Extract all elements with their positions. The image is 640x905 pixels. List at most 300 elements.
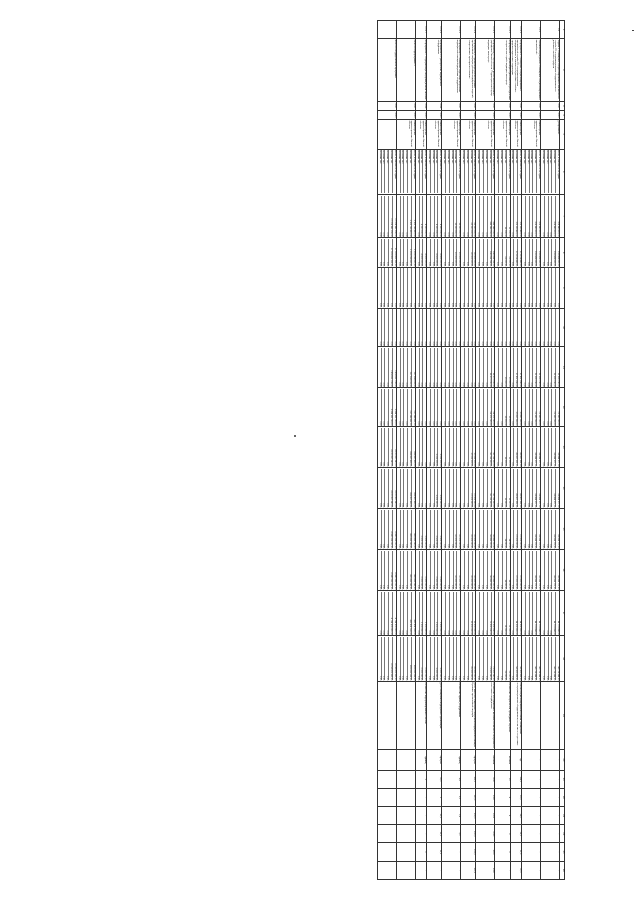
amount-column-1: [510, 195, 521, 238]
amount-value: 0,00: [378, 341, 381, 346]
amount-subcolumn-6: [442, 636, 461, 682]
amount-value: 0,00: [548, 592, 552, 635]
amount-value: 54 302 826,00: [517, 592, 521, 635]
amount-value: 0,00: [532, 309, 536, 345]
table-row: [396, 21, 415, 880]
amount-value: 2 000 000,00: [419, 510, 423, 549]
indicator-value: 2,9: [442, 807, 461, 825]
amount-value: 0,00: [511, 341, 514, 346]
amount-value: 4 714 605 915,00: [388, 592, 392, 635]
amount-value: 0,00: [522, 302, 525, 308]
amount-value: 0,00: [462, 503, 465, 508]
amount-value: 54 302 826,00: [513, 637, 517, 680]
amount-subcolumn-5: [541, 549, 560, 590]
amount-value: 0,00: [525, 348, 529, 387]
amount-value: 0,00: [378, 382, 381, 387]
amount-value: 21 180 796,00: [551, 389, 555, 425]
amount-value: 0,00: [548, 239, 552, 266]
amount-value: 0,00: [525, 389, 529, 425]
amount-value: 0,00: [541, 261, 544, 267]
indicator-value: 11,1: [427, 825, 442, 843]
amount-value: 2 000 000,00: [419, 637, 423, 680]
amount-value: 3 854 111 789,00: [388, 348, 392, 387]
indicator-value: человек: [495, 750, 510, 770]
indicator-value: [396, 807, 415, 825]
amount-value: 0,00: [392, 309, 396, 345]
amount-value: 0,00: [544, 592, 548, 635]
amount-value: 0,00: [416, 261, 419, 267]
amount-value: 0,00: [525, 592, 529, 635]
indicator-value: 20: [495, 770, 510, 788]
amount-value: 0,00: [525, 239, 529, 266]
amount-value: 0,00: [511, 676, 514, 681]
amount-value: 0,00: [522, 462, 525, 467]
amount-value: 11 000,00: [506, 469, 510, 508]
indicator-value: [396, 788, 415, 806]
amount-subcolumn-2: [415, 308, 426, 347]
amount-value: 0,00: [449, 239, 453, 266]
amount-subcolumn-3: [461, 388, 476, 427]
amount-value: 0,00: [427, 302, 430, 308]
indicator-value: 3,0: [442, 788, 461, 806]
amount-value: 0,00: [456, 389, 460, 425]
amount-value: 69 599 772,00: [551, 551, 555, 590]
amount-value: 1 303 786 810,00: [407, 239, 411, 266]
funding-sources: [415, 149, 426, 195]
amount-value: 433 831 518,00: [407, 637, 411, 680]
executor: Министерство здравоохранения Омской области: [442, 119, 461, 149]
amount-value: 0,00: [498, 239, 502, 266]
amount-subcolumn-2: [427, 308, 442, 347]
period-start: 2017: [442, 101, 461, 110]
amount-value: 25 000 000,00: [472, 592, 476, 635]
amount-value: 17 000 000,00: [472, 428, 476, 467]
amount-value: 73 502 240,00: [491, 637, 495, 680]
amount-value: 0,00: [529, 592, 533, 635]
amount-value: 0,00: [443, 341, 446, 346]
amount-value: 0,00: [541, 544, 544, 549]
amount-value: 0,00: [472, 268, 476, 307]
amount-value: 0,00: [403, 309, 407, 345]
amount-value: 94 774 994,00: [536, 592, 540, 635]
amount-subcolumn-3: [510, 388, 521, 427]
funding-source: источник №3: [525, 150, 529, 193]
amount-value: 0,00: [427, 261, 430, 267]
amount-subcolumn-1: [522, 238, 541, 268]
amount-subcolumn-3: [396, 388, 415, 427]
amount-value: 4 120 857 640,00: [388, 469, 392, 508]
amount-value: 0,00: [462, 585, 465, 590]
indicator-value: 4: [495, 788, 510, 806]
column-number: 6: [560, 149, 565, 195]
amount-value: 3 000 000,00: [434, 469, 438, 508]
amount-subcolumn-6: [510, 636, 521, 682]
amount-value: 0,00: [422, 348, 426, 387]
amount-column-6: [495, 590, 510, 636]
amount-value: 59 173 785,00: [491, 389, 495, 425]
amount-value: 4 340 316 012,00: [388, 510, 392, 549]
amount-value: 0,00: [397, 585, 400, 590]
amount-value: 0,00: [397, 462, 400, 467]
amount-value: 0,00: [456, 348, 460, 387]
amount-value: 0,00: [483, 592, 487, 635]
amount-subcolumn-6: [541, 636, 560, 682]
amount-value: 59 173 785,00: [491, 348, 495, 387]
amount-value: 17 029 891 356,00: [388, 239, 392, 266]
amount-value: 0,00: [498, 389, 502, 425]
amount-value: 0,00: [548, 268, 552, 307]
row-code: 5.3.1.5: [442, 21, 461, 39]
amount-subcolumn-4: [522, 468, 541, 509]
amount-value: 0,00: [427, 382, 430, 387]
funding-source: источник №1: [468, 150, 472, 193]
amount-column-2: [476, 267, 495, 308]
indicator-value: -: [442, 843, 461, 861]
amount-value: 209 849 663,00: [536, 196, 540, 237]
amount-value: 0,00: [479, 389, 483, 425]
amount-value: 17 857 296,00: [517, 348, 521, 387]
amount-value: 0,00: [430, 469, 434, 508]
amount-value: 20 000 000,00: [472, 510, 476, 549]
amount-value: 43 807 321,00: [517, 469, 521, 508]
amount-value: 0,00: [529, 637, 533, 680]
amount-value: 10 000 000,00: [456, 510, 460, 549]
result-indicator: Количество единиц оборудования: [442, 681, 461, 749]
result-indicator: [396, 681, 415, 749]
period-start: 2019: [415, 101, 426, 110]
amount-subcolumn-3: [427, 388, 442, 427]
amount-value: 0,00: [529, 389, 533, 425]
amount-value: 4 000 000,00: [422, 239, 426, 266]
amount-value: 0,00: [384, 637, 388, 680]
amount-value: 0,00: [468, 268, 472, 307]
amount-value: 21 000,00: [506, 637, 510, 680]
column-number: 7: [560, 195, 565, 238]
amount-value: 0,00: [506, 309, 510, 345]
amount-column-2: [442, 267, 461, 308]
indicator-value: [377, 825, 396, 843]
amount-value: 0,00: [378, 676, 381, 681]
amount-value: 0,00: [525, 469, 529, 508]
amount-value: 0,00: [397, 503, 400, 508]
amount-value: 0,00: [456, 428, 460, 467]
amount-value: 0,00: [496, 421, 499, 426]
amount-column-6: [415, 590, 426, 636]
amount-value: 73 502 240,00: [487, 592, 491, 635]
row-name: Итого по подпрограмме 5: [396, 39, 415, 102]
amount-value: 0,00: [445, 389, 449, 425]
amount-value: 0,00: [427, 421, 430, 426]
amount-value: 0,00: [479, 637, 483, 680]
indicator-value: 11,1: [427, 807, 442, 825]
amount-column-1: [415, 195, 426, 238]
period-start: 2017: [396, 101, 415, 110]
row-name: Всего по государственной программе: [377, 39, 396, 102]
amount-value: 0,00: [529, 268, 533, 307]
amount-value: 4 714 605 915,00: [392, 637, 396, 680]
amount-value: 0,00: [403, 268, 407, 307]
amount-value: 0,00: [403, 348, 407, 387]
funding-source: источник №4: [397, 150, 400, 164]
amount-value: 94 774 994,00: [532, 637, 536, 680]
amount-value: 0,00: [456, 592, 460, 635]
funding-source: источник №2: [449, 150, 453, 193]
amount-value: 0,00: [384, 309, 388, 345]
amount-value: 0,00: [468, 309, 472, 345]
amount-value: 0,00: [381, 239, 385, 266]
amount-value: 0,00: [434, 389, 438, 425]
period-start: 2017: [377, 101, 396, 110]
amount-value: 0,00: [456, 309, 460, 345]
amount-value: 0,00: [388, 309, 392, 345]
amount-column-4: [415, 427, 426, 468]
funding-source: источник №4: [378, 150, 381, 164]
amount-value: 0,00: [411, 268, 415, 307]
executor: Министерство здравоохранения Омской области: [396, 119, 415, 149]
column-number: 15: [560, 509, 565, 550]
amount-value: 0,00: [525, 510, 529, 549]
amount-column-3: [461, 347, 476, 388]
amount-subcolumn-4: [415, 468, 426, 509]
amount-value: 0,00: [445, 592, 449, 635]
amount-value: 0,00: [449, 348, 453, 387]
amount-value: 0,00: [462, 421, 465, 426]
amount-value: 0,00: [498, 551, 502, 590]
funding-source: источник №3: [462, 150, 465, 164]
amount-column-1: [427, 195, 442, 238]
amount-subcolumn-2: [476, 308, 495, 347]
funding-source: источник №1: [513, 150, 517, 193]
amount-value: 382 413 265,00: [407, 510, 411, 549]
amount-value: 94 774 994,00: [555, 592, 559, 635]
amount-value: 0,00: [378, 302, 381, 308]
amount-value: 0,00: [416, 341, 419, 346]
amount-value: 0,00: [381, 592, 385, 635]
amount-column-1: [476, 195, 495, 238]
amount-value: 62 000 000,00: [468, 196, 472, 237]
amount-value: 0,00: [434, 348, 438, 387]
indicator-value: -: [541, 750, 560, 770]
amount-value: 0,00: [430, 348, 434, 387]
amount-value: 0,00: [498, 510, 502, 549]
amount-value: 0,00: [445, 510, 449, 549]
amount-value: 0,00: [384, 348, 388, 387]
row-name: Основное мероприятие «Оснащение специализированных автомобилей»: [522, 39, 541, 102]
amount-subcolumn-1: [476, 238, 495, 268]
amount-value: 25 000 000,00: [472, 637, 476, 680]
amount-subcolumn-4: [541, 468, 560, 509]
amount-value: 0,00: [430, 592, 434, 635]
amount-value: 0,00: [400, 348, 404, 387]
funding-source: источник №2: [403, 150, 407, 193]
amount-value: 0,00: [496, 503, 499, 508]
amount-value: 0,00: [522, 585, 525, 590]
amount-value: 0,00: [445, 239, 449, 266]
amount-subcolumn-2: [396, 308, 415, 347]
amount-value: 0,00: [443, 676, 446, 681]
amount-value: 0,00: [434, 309, 438, 345]
amount-value: 0,00: [381, 428, 385, 467]
amount-value: 14 000,00: [506, 510, 510, 549]
amount-value: 21 180 796,00: [555, 389, 559, 425]
table-row: [541, 21, 560, 880]
amount-value: 0,00: [541, 302, 544, 308]
amount-value: 0,00: [378, 421, 381, 426]
amount-value: 0,00: [544, 196, 548, 237]
executor: Министерство здравоохранения Омской области: [461, 119, 476, 149]
amount-value: 17 000 000,00: [517, 551, 521, 590]
column-number: 1: [560, 21, 565, 39]
amount-column-4: [377, 427, 396, 468]
amount-subcolumn-5: [522, 549, 541, 590]
amount-value: 0,00: [430, 428, 434, 467]
amount-value: 0,00: [462, 382, 465, 387]
row-name: Мероприятие 5. Оснащение отделений экстренной медицинской помощи медицинским оборудованием: [442, 39, 461, 102]
amount-column-2: [522, 267, 541, 308]
indicator-value: [377, 770, 396, 788]
amount-value: 0,00: [445, 309, 449, 345]
amount-subcolumn-2: [541, 308, 560, 347]
amount-value: 69 599 772,00: [532, 551, 536, 590]
amount-value: 10 000 000,00: [456, 196, 460, 237]
column-number: 25: [560, 843, 565, 861]
amount-value: 0,00: [416, 302, 419, 308]
column-number: 21: [560, 770, 565, 788]
amount-value: 0,00: [462, 544, 465, 549]
amount-value: 217 584 611,00: [411, 348, 415, 387]
funding-sources: [541, 149, 560, 195]
amount-value: 0,00: [468, 348, 472, 387]
indicator-value: 100,0: [461, 825, 476, 843]
column-number: 19: [560, 681, 565, 749]
funding-source: источник №4: [541, 150, 544, 164]
amount-column-1: [495, 195, 510, 238]
amount-column-4: [396, 427, 415, 468]
funding-source: источник №3: [544, 150, 548, 193]
amount-value: 0,00: [400, 196, 404, 237]
amount-value: 1 303 786 810,00: [411, 196, 415, 237]
amount-subcolumn-6: [377, 636, 396, 682]
amount-value: 0,00: [416, 382, 419, 387]
amount-value: 2 000 000,00: [422, 551, 426, 590]
amount-value: 0,00: [551, 309, 555, 345]
amount-value: 94 774 994,00: [532, 592, 536, 635]
amount-value: 0,00: [403, 551, 407, 590]
amount-value: 0,00: [381, 510, 385, 549]
amount-value: 0,00: [445, 268, 449, 307]
amount-value: 0,00: [388, 268, 392, 307]
amount-value: 0,00: [479, 196, 483, 237]
amount-value: 0,00: [456, 268, 460, 307]
amount-subcolumn-2: [461, 308, 476, 347]
amount-value: 0,00: [400, 637, 404, 680]
row-code: 5.3.1: [522, 21, 541, 39]
amount-subcolumn-3: [377, 388, 396, 427]
indicator-value: 22,0: [510, 861, 521, 879]
amount-value: 0,00: [378, 462, 381, 467]
indicator-value: -: [541, 807, 560, 825]
amount-value: 14 000,00: [506, 551, 510, 590]
indicator-value: 7500: [476, 770, 495, 788]
amount-value: 0,00: [443, 630, 446, 635]
amount-subcolumn-1: [495, 238, 510, 268]
amount-subcolumn-2: [495, 308, 510, 347]
indicator-value: 1000: [476, 825, 495, 843]
amount-value: 0,00: [496, 462, 499, 467]
amount-value: 0,00: [529, 510, 533, 549]
funding-sources: [377, 149, 396, 195]
amount-value: 0,00: [529, 428, 533, 467]
amount-value: 0,00: [479, 348, 483, 387]
amount-value: 0,00: [498, 268, 502, 307]
result-indicator: Доля, жителей, охваченных экстренной медицинской помощью в режиме чрезвычайной ситуации: [461, 681, 476, 749]
executor: Министерство здравоохранения Омской области: [522, 119, 541, 149]
indicator-value: -: [522, 770, 541, 788]
amount-value: 382 413 265,00: [411, 551, 415, 590]
amount-value: 14 000,00: [502, 551, 506, 590]
funding-source: Всего, в том числе по годам: [506, 150, 510, 193]
amount-value: 0,00: [483, 428, 487, 467]
amount-value: 0,00: [378, 232, 381, 237]
amount-subcolumn-4: [510, 468, 521, 509]
executor: [377, 119, 396, 149]
amount-value: 0,00: [430, 510, 434, 549]
amount-subcolumn-6: [415, 636, 426, 682]
column-number: 13: [560, 427, 565, 468]
amount-value: 0,00: [479, 428, 483, 467]
amount-value: 2 000 000,00: [422, 592, 426, 635]
amount-value: 0,00: [529, 239, 533, 266]
amount-value: 0,00: [472, 389, 476, 425]
amount-value: 69 599 772,00: [536, 551, 540, 590]
amount-subcolumn-4: [377, 468, 396, 509]
funding-source: источник №1: [502, 150, 506, 193]
row-code: 5.3.1.7: [415, 21, 426, 39]
column-number: 2: [560, 39, 565, 102]
amount-value: 0,00: [397, 232, 400, 237]
amount-value: 269 957 416,00: [411, 428, 415, 467]
amount-value: 0,00: [445, 196, 449, 237]
amount-value: 0,00: [511, 382, 514, 387]
funding-source: источник №3: [400, 150, 404, 193]
amount-value: 0,00: [445, 469, 449, 508]
amount-value: 0,00: [483, 510, 487, 549]
amount-value: 0,00: [517, 268, 521, 307]
amount-value: 0,00: [479, 510, 483, 549]
amount-value: 21 180 796,00: [551, 348, 555, 387]
amount-subcolumn-5: [415, 549, 426, 590]
amount-value: 0,00: [529, 348, 533, 387]
amount-subcolumn-1: [442, 238, 461, 268]
amount-value: 0,00: [483, 551, 487, 590]
amount-value: 0,00: [416, 462, 419, 467]
amount-subcolumn-1: [461, 238, 476, 268]
amount-value: 0,00: [427, 544, 430, 549]
amount-value: 0,00: [384, 389, 388, 425]
amount-value: 69 599 772,00: [555, 510, 559, 549]
amount-value: 0,00: [541, 421, 544, 426]
amount-value: 0,00: [464, 637, 468, 680]
amount-value: 11 000,00: [506, 428, 510, 467]
funding-source: Всего, в том числе по годам: [555, 150, 559, 193]
funding-sources: [396, 149, 415, 195]
amount-value: 0,00: [498, 309, 502, 345]
amount-value: 0,00: [416, 503, 419, 508]
amount-value: 0,00: [496, 302, 499, 308]
amount-value: 0,00: [381, 348, 385, 387]
amount-subcolumn-2: [522, 308, 541, 347]
indicator-value: [377, 807, 396, 825]
